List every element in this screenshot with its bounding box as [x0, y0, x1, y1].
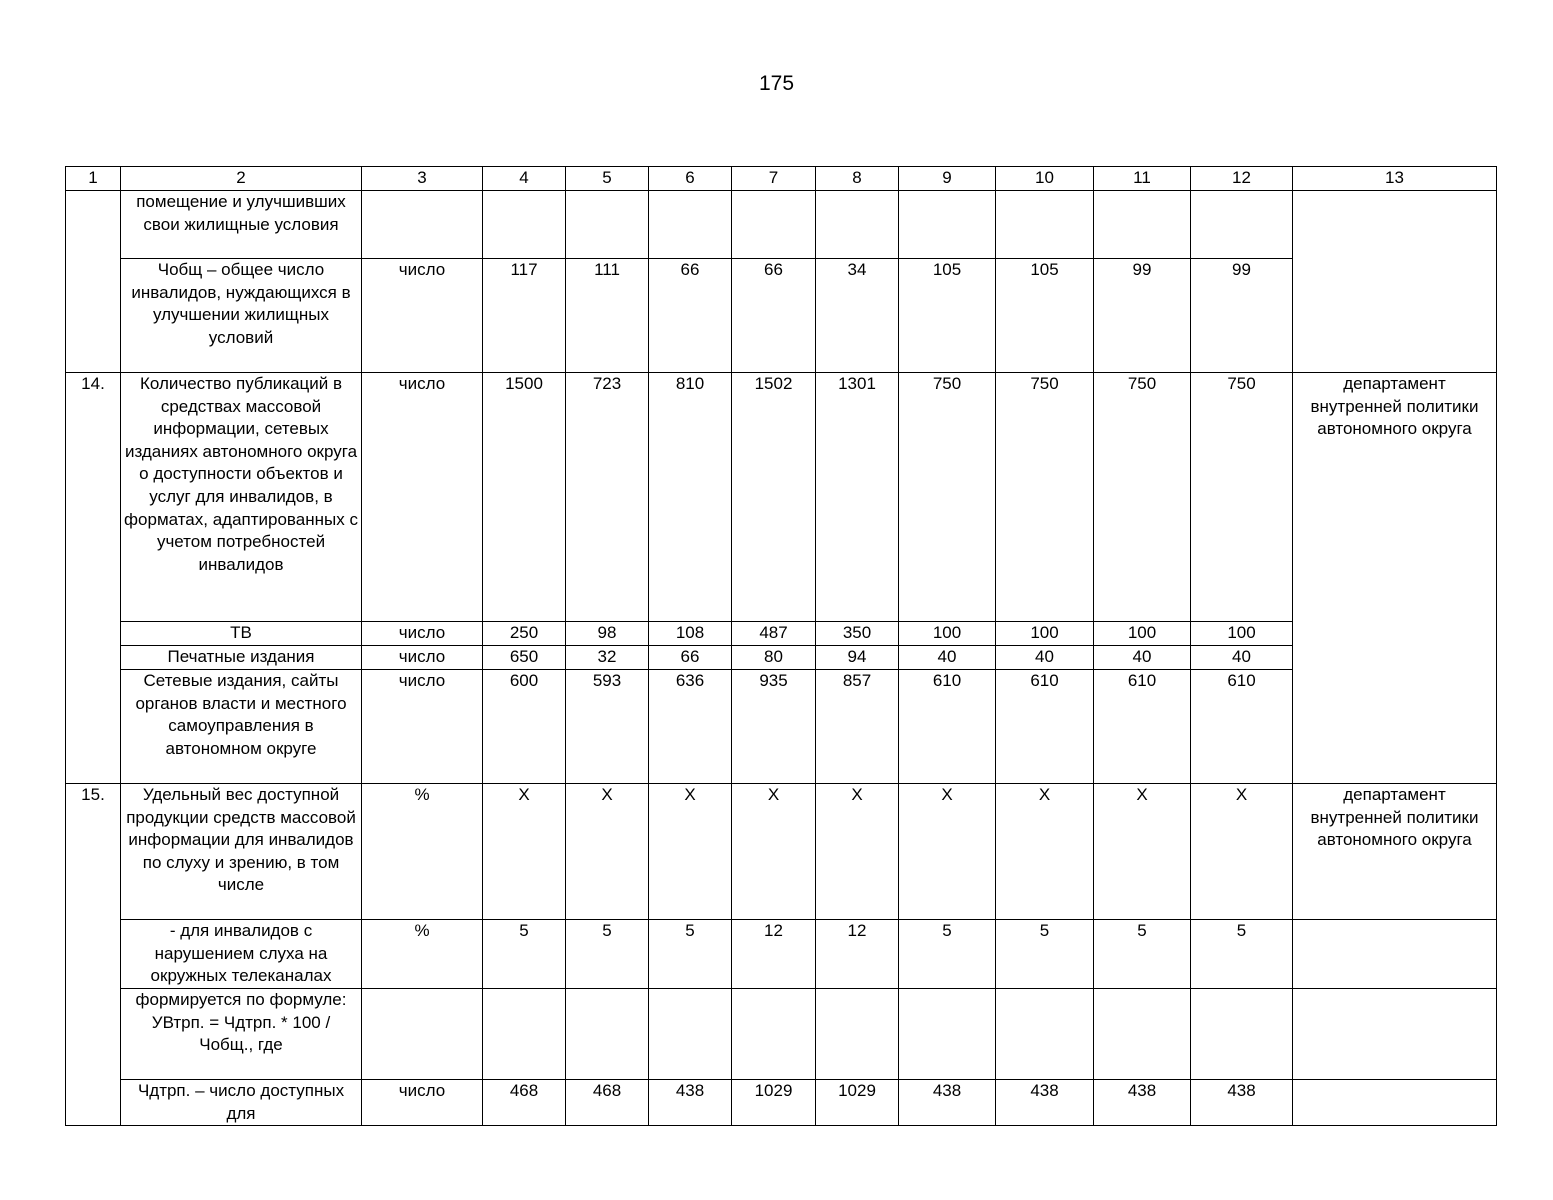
- value-cell: 117: [483, 259, 566, 373]
- value-cell: 1301: [816, 373, 899, 622]
- value-cell: Х: [1191, 784, 1293, 920]
- column-number-header: 2: [121, 167, 362, 191]
- value-cell: [649, 989, 732, 1080]
- indicator-name-cell: помещение и улучшивших свои жилищные условия: [121, 191, 362, 259]
- value-cell: [1094, 191, 1191, 259]
- value-cell: 66: [649, 259, 732, 373]
- responsible-cell: департамент внутренней политики автономного округа: [1293, 784, 1497, 920]
- column-number-header: 10: [996, 167, 1094, 191]
- value-cell: 935: [732, 670, 816, 784]
- value-cell: [1191, 191, 1293, 259]
- item-number-cell: [66, 191, 121, 373]
- value-cell: [483, 191, 566, 259]
- value-cell: 350: [816, 622, 899, 646]
- value-cell: 438: [1094, 1080, 1191, 1126]
- value-cell: 438: [649, 1080, 732, 1126]
- value-cell: Х: [649, 784, 732, 920]
- indicator-name-cell: Печатные издания: [121, 646, 362, 670]
- value-cell: 1029: [732, 1080, 816, 1126]
- column-number-header: 7: [732, 167, 816, 191]
- column-number-header: 4: [483, 167, 566, 191]
- table-row: [66, 989, 1497, 1080]
- value-cell: [1094, 989, 1191, 1080]
- column-number-header: 5: [566, 167, 649, 191]
- value-cell: 94: [816, 646, 899, 670]
- unit-cell: [362, 191, 483, 259]
- value-cell: 810: [649, 373, 732, 622]
- value-cell: 105: [899, 259, 996, 373]
- value-cell: 1029: [816, 1080, 899, 1126]
- value-cell: 593: [566, 670, 649, 784]
- value-cell: 438: [996, 1080, 1094, 1126]
- value-cell: 750: [899, 373, 996, 622]
- value-cell: 100: [899, 622, 996, 646]
- column-number-header: 1: [66, 167, 121, 191]
- value-cell: Х: [483, 784, 566, 920]
- value-cell: 99: [1191, 259, 1293, 373]
- indicator-name-cell: Сетевые издания, сайты органов власти и местного самоуправления в автономном округе: [121, 670, 362, 784]
- column-number-header: 9: [899, 167, 996, 191]
- value-cell: 105: [996, 259, 1094, 373]
- unit-cell: %: [362, 784, 483, 920]
- value-cell: [566, 191, 649, 259]
- value-cell: 108: [649, 622, 732, 646]
- value-cell: 34: [816, 259, 899, 373]
- value-cell: 610: [899, 670, 996, 784]
- value-cell: 438: [1191, 1080, 1293, 1126]
- value-cell: 5: [899, 920, 996, 989]
- indicator-name-cell: формируется по формуле: УВтрп. = Чдтрп. * 100 / Чобщ., где: [121, 989, 362, 1080]
- value-cell: 1500: [483, 373, 566, 622]
- value-cell: [899, 989, 996, 1080]
- table-row: [66, 784, 1497, 920]
- unit-cell: число: [362, 646, 483, 670]
- value-cell: 40: [1094, 646, 1191, 670]
- indicators-table: [65, 166, 1497, 1126]
- column-number-header: 6: [649, 167, 732, 191]
- value-cell: [1191, 989, 1293, 1080]
- value-cell: [996, 191, 1094, 259]
- value-cell: 40: [899, 646, 996, 670]
- value-cell: 5: [996, 920, 1094, 989]
- unit-cell: [362, 989, 483, 1080]
- table-row: [66, 622, 1497, 646]
- item-number-cell: 14.: [66, 373, 121, 784]
- item-number-cell: 15.: [66, 784, 121, 1126]
- value-cell: 40: [1191, 646, 1293, 670]
- value-cell: 636: [649, 670, 732, 784]
- table-row: [66, 920, 1497, 989]
- value-cell: 100: [996, 622, 1094, 646]
- value-cell: 857: [816, 670, 899, 784]
- value-cell: Х: [1094, 784, 1191, 920]
- value-cell: [899, 191, 996, 259]
- responsible-cell: [1293, 1080, 1497, 1126]
- value-cell: 750: [1191, 373, 1293, 622]
- value-cell: 5: [483, 920, 566, 989]
- unit-cell: число: [362, 670, 483, 784]
- value-cell: [649, 191, 732, 259]
- unit-cell: число: [362, 373, 483, 622]
- value-cell: Х: [996, 784, 1094, 920]
- page-number: 175: [758, 72, 795, 95]
- indicator-name-cell: Количество публикаций в средствах массовой информации, сетевых изданиях автономного округа о доступности объектов и услуг для инвалидов, в форматах, адаптированных с учетом потребностей инвалидов: [121, 373, 362, 622]
- value-cell: 723: [566, 373, 649, 622]
- value-cell: 610: [1191, 670, 1293, 784]
- value-cell: [816, 989, 899, 1080]
- value-cell: 5: [1094, 920, 1191, 989]
- value-cell: 650: [483, 646, 566, 670]
- value-cell: 468: [483, 1080, 566, 1126]
- value-cell: 32: [566, 646, 649, 670]
- value-cell: 600: [483, 670, 566, 784]
- indicator-name-cell: Чобщ – общее число инвалидов, нуждающихся в улучшении жилищных условий: [121, 259, 362, 373]
- table-row: [66, 646, 1497, 670]
- value-cell: Х: [816, 784, 899, 920]
- value-cell: 100: [1094, 622, 1191, 646]
- value-cell: 12: [732, 920, 816, 989]
- column-number-header: 3: [362, 167, 483, 191]
- table-body: [66, 167, 1497, 1126]
- table-row: [66, 259, 1497, 373]
- unit-cell: число: [362, 259, 483, 373]
- value-cell: 99: [1094, 259, 1191, 373]
- value-cell: 12: [816, 920, 899, 989]
- value-cell: 98: [566, 622, 649, 646]
- column-number-header: 13: [1293, 167, 1497, 191]
- value-cell: 66: [649, 646, 732, 670]
- unit-cell: %: [362, 920, 483, 989]
- value-cell: 66: [732, 259, 816, 373]
- value-cell: 438: [899, 1080, 996, 1126]
- column-number-header-row: [66, 167, 1497, 191]
- column-number-header: 12: [1191, 167, 1293, 191]
- value-cell: 750: [1094, 373, 1191, 622]
- value-cell: 250: [483, 622, 566, 646]
- table-row: [66, 1080, 1497, 1126]
- value-cell: 468: [566, 1080, 649, 1126]
- value-cell: Х: [899, 784, 996, 920]
- value-cell: 40: [996, 646, 1094, 670]
- value-cell: [996, 989, 1094, 1080]
- value-cell: 610: [1094, 670, 1191, 784]
- value-cell: 100: [1191, 622, 1293, 646]
- unit-cell: число: [362, 622, 483, 646]
- indicator-name-cell: Удельный вес доступной продукции средств массовой информации для инвалидов по слуху и зрению, в том числе: [121, 784, 362, 920]
- responsible-cell: департамент внутренней политики автономного округа: [1293, 373, 1497, 784]
- value-cell: 111: [566, 259, 649, 373]
- responsible-cell: [1293, 920, 1497, 989]
- value-cell: 750: [996, 373, 1094, 622]
- indicator-name-cell: Чдтрп. – число доступных для: [121, 1080, 362, 1126]
- column-number-header: 8: [816, 167, 899, 191]
- table-row: [66, 373, 1497, 622]
- value-cell: Х: [732, 784, 816, 920]
- value-cell: 5: [649, 920, 732, 989]
- indicator-name-cell: - для инвалидов с нарушением слуха на окружных телеканалах: [121, 920, 362, 989]
- unit-cell: число: [362, 1080, 483, 1126]
- value-cell: [483, 989, 566, 1080]
- table-row: [66, 191, 1497, 259]
- value-cell: 1502: [732, 373, 816, 622]
- value-cell: [566, 989, 649, 1080]
- column-number-header: 11: [1094, 167, 1191, 191]
- responsible-cell: [1293, 989, 1497, 1080]
- value-cell: 610: [996, 670, 1094, 784]
- value-cell: Х: [566, 784, 649, 920]
- value-cell: 5: [1191, 920, 1293, 989]
- responsible-cell: [1293, 191, 1497, 373]
- value-cell: 80: [732, 646, 816, 670]
- indicator-name-cell: ТВ: [121, 622, 362, 646]
- value-cell: [732, 989, 816, 1080]
- value-cell: 487: [732, 622, 816, 646]
- value-cell: [816, 191, 899, 259]
- table-row: [66, 670, 1497, 784]
- value-cell: [732, 191, 816, 259]
- value-cell: 5: [566, 920, 649, 989]
